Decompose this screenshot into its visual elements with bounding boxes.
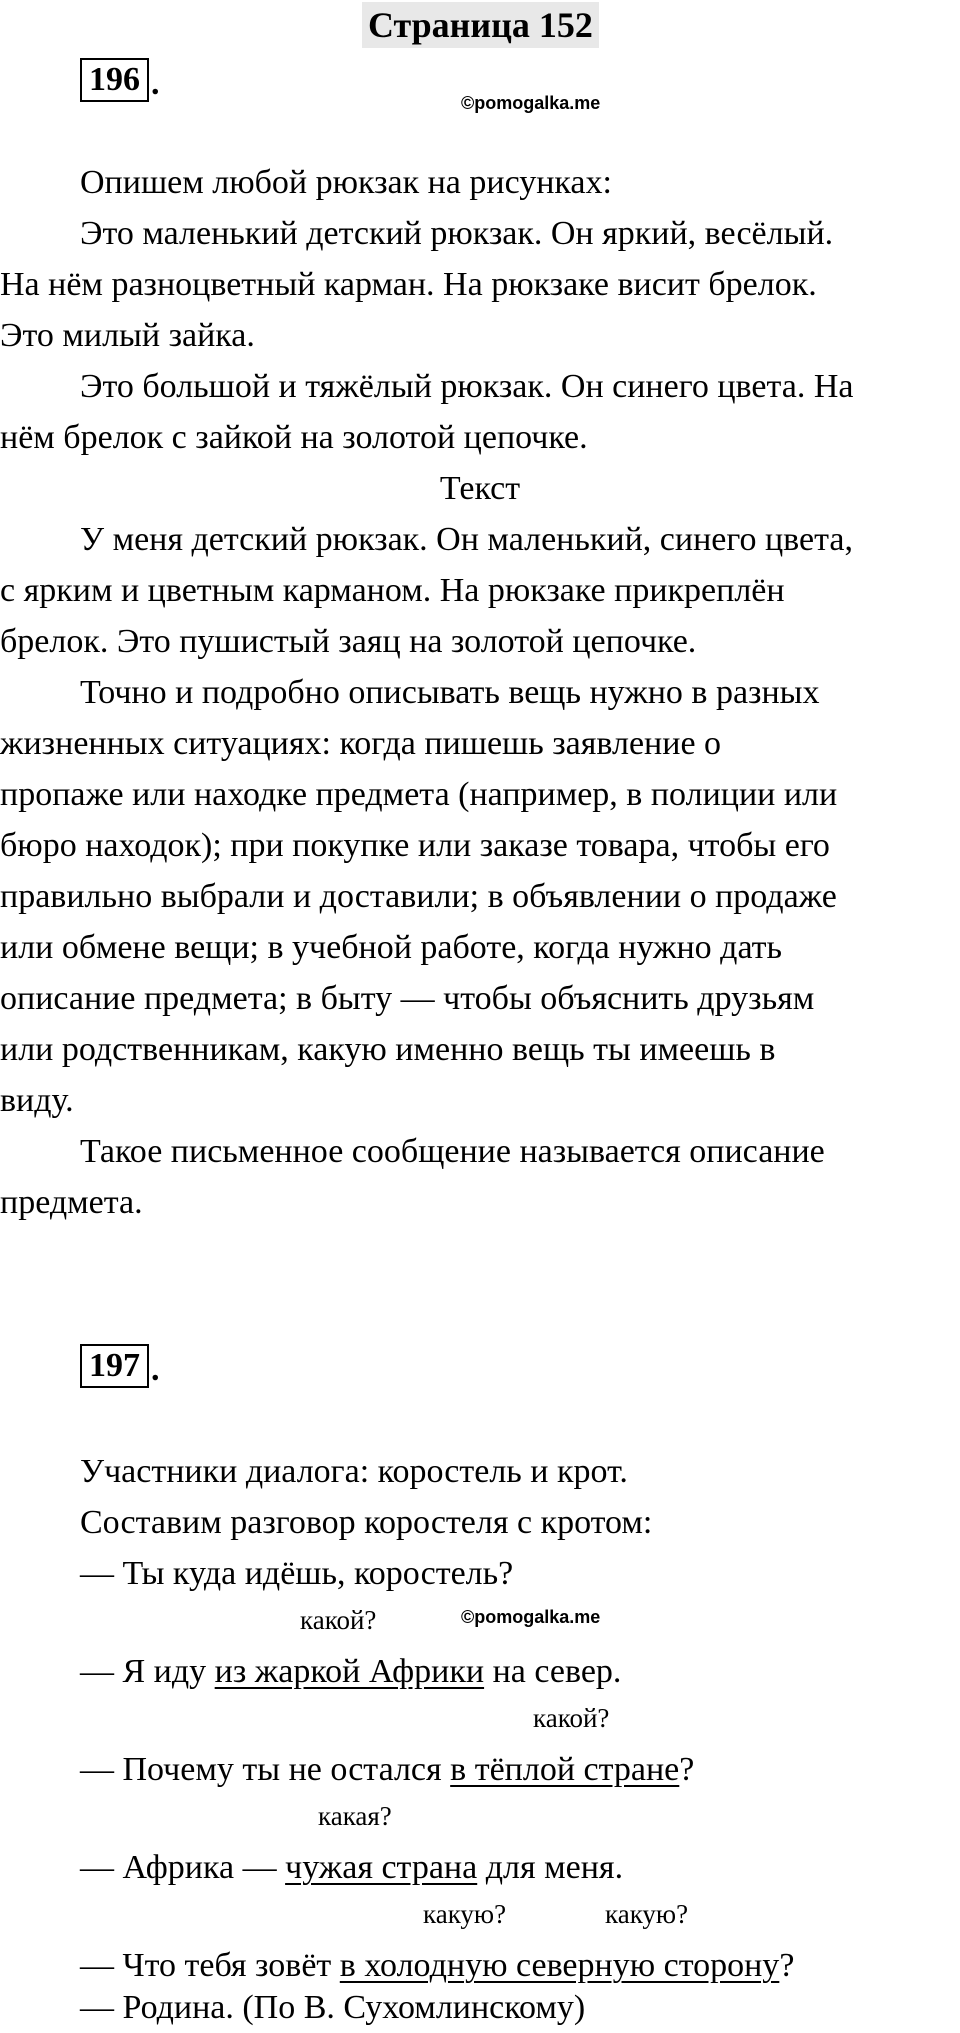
- dialog-text: ?: [679, 1751, 695, 1788]
- task-number-197: [80, 1344, 160, 1388]
- dialog-text: — Африка —: [80, 1849, 286, 1886]
- text-line: или обмене вещи; в учебной работе, когда нужно дать: [0, 929, 783, 966]
- text-line: Такое письменное сообщение называется описание: [80, 1133, 825, 1170]
- dialog-text: — Что тебя зовёт: [80, 1947, 340, 1984]
- task-number-196: [80, 58, 160, 102]
- text-line: описание предмета; в быту — чтобы объяснить друзьям: [0, 980, 815, 1017]
- text-line: На нём разноцветный карман. На рюкзаке висит брелок.: [0, 266, 817, 303]
- section-heading-text: Текст: [439, 470, 521, 507]
- dialog-line-6: — Родина. (По В. Сухомлинскому): [80, 1989, 586, 2026]
- task-number-dot: .: [151, 65, 160, 102]
- task-number-box: 196: [80, 58, 149, 102]
- text-line: Это большой и тяжёлый рюкзак. Он синего цвета. На: [80, 368, 854, 405]
- question-label: какую?: [423, 1899, 507, 1929]
- dialog-text: — Я иду: [80, 1653, 215, 1690]
- task196-text: [0, 157, 960, 1228]
- dialog-text: — Почему ты не остался: [80, 1751, 451, 1788]
- text-line: Опишем любой рюкзак на рисунках:: [80, 164, 612, 201]
- text-line: правильно выбрали и доставили; в объявлении о продаже: [0, 878, 837, 915]
- text-line: бюро находок); при покупке или заказе товара, чтобы его: [0, 827, 830, 864]
- dialog-line-1: — Ты куда идёшь, коростель?: [80, 1555, 514, 1592]
- dialog-line-3: [80, 1744, 694, 1795]
- question-label: какую?: [605, 1899, 689, 1929]
- underlined-phrase: в холодную северную сторону: [339, 1947, 780, 1984]
- task-number-dot: .: [151, 1351, 160, 1388]
- participants-line: Участники диалога: коростель и крот.: [80, 1453, 628, 1490]
- underlined-phrase: в тёплой стране: [450, 1751, 680, 1788]
- dialog-line-4: [80, 1842, 623, 1893]
- text-line: с ярким и цветным карманом. На рюкзаке прикреплён: [0, 572, 785, 609]
- text-line: брелок. Это пушистый заяц на золотой цепочке.: [0, 623, 697, 660]
- text-line: или родственникам, какую именно вещь ты имеешь в: [0, 1031, 776, 1068]
- page-title: Страница 152: [362, 2, 599, 48]
- watermark-middle: ©pomogalka.me: [461, 1607, 601, 1627]
- question-label: какая?: [318, 1801, 392, 1831]
- text-line: У меня детский рюкзак. Он маленький, синего цвета,: [80, 521, 853, 558]
- text-line: предмета.: [0, 1184, 143, 1221]
- text-line: виду.: [0, 1082, 74, 1119]
- dialog-line-2: [80, 1646, 621, 1697]
- task-number-box: 197: [80, 1344, 149, 1388]
- text-line: жизненных ситуациях: когда пишешь заявление о: [0, 725, 722, 762]
- underlined-phrase: чужая страна: [285, 1849, 478, 1886]
- dialog-text: ?: [779, 1947, 795, 1984]
- text-line: нём брелок с зайкой на золотой цепочке.: [0, 419, 588, 456]
- text-line: Это маленький детский рюкзак. Он яркий, весёлый.: [80, 215, 834, 252]
- intro-line: Составим разговор коростеля с кротом:: [80, 1504, 653, 1541]
- watermark-top: ©pomogalka.me: [461, 93, 601, 113]
- question-label: какой?: [533, 1703, 610, 1733]
- question-label: какой?: [300, 1605, 377, 1635]
- text-line: пропаже или находке предмета (например, в полиции или: [0, 776, 838, 813]
- dialog-text: на север.: [484, 1653, 622, 1690]
- underlined-phrase: из жаркой Африки: [214, 1653, 485, 1690]
- dialog-text: для меня.: [477, 1849, 624, 1886]
- text-line: Точно и подробно описывать вещь нужно в разных: [80, 674, 820, 711]
- text-line: Это милый зайка.: [0, 317, 255, 354]
